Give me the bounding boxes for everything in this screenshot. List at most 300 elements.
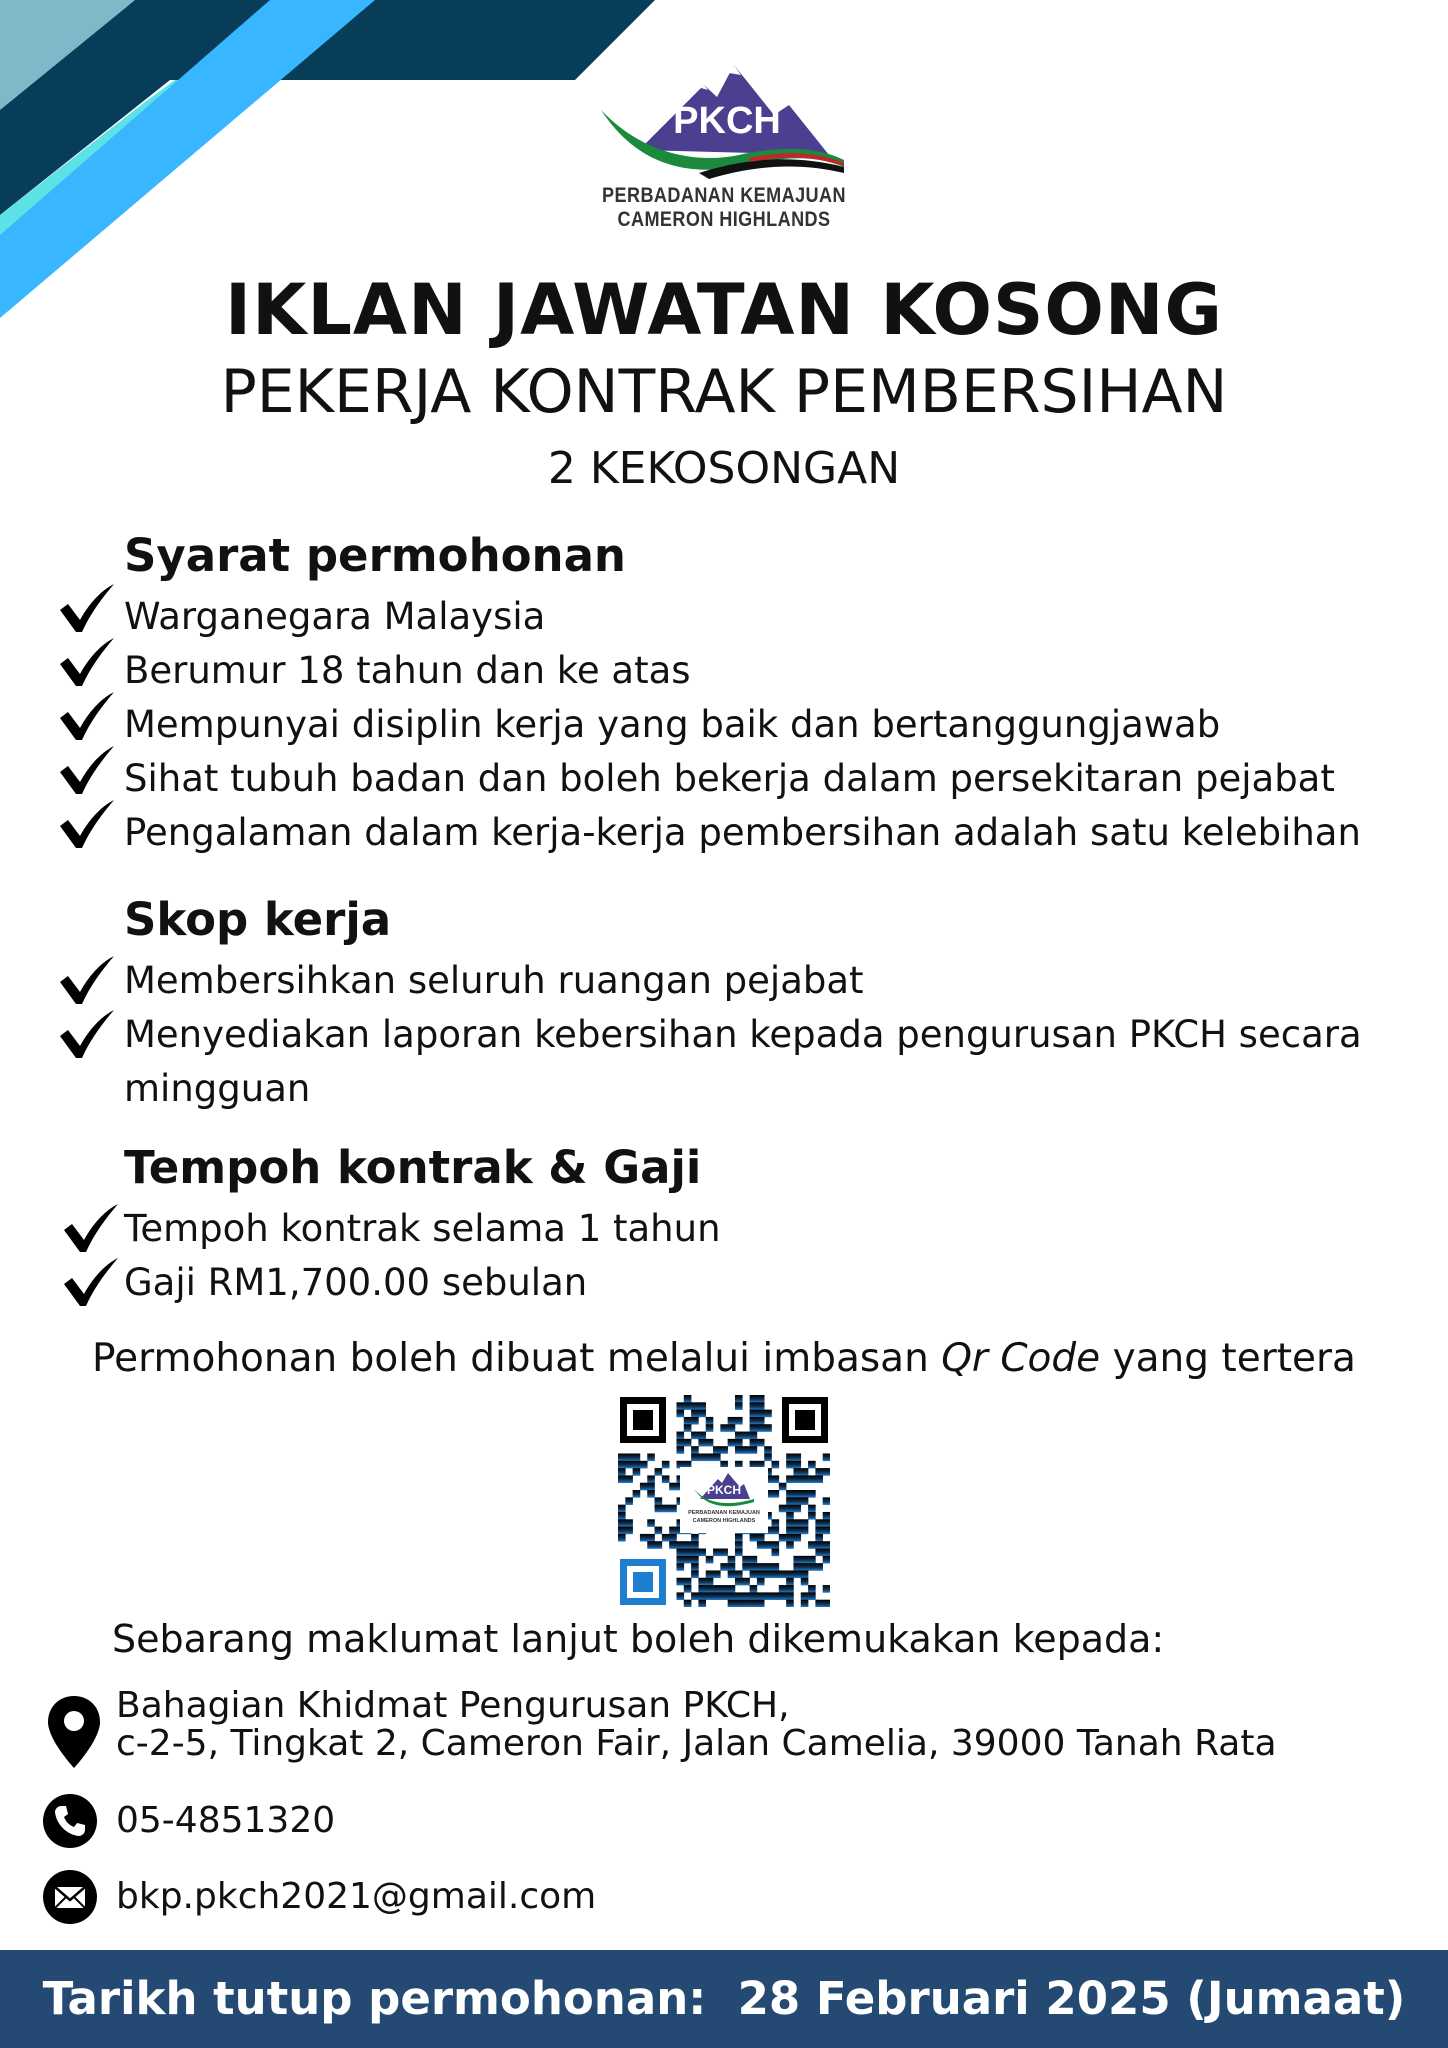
qr-module: [655, 1527, 663, 1535]
qr-module: [676, 1578, 684, 1586]
qr-module: [676, 1432, 684, 1440]
qr-module: [823, 1453, 830, 1461]
qr-code[interactable]: [618, 1395, 830, 1607]
qr-module: [808, 1563, 816, 1571]
apply-note-after: yang tertera: [1100, 1336, 1356, 1381]
qr-module: [625, 1497, 633, 1505]
qr-module: [801, 1497, 809, 1505]
qr-module: [815, 1519, 823, 1527]
qr-module: [735, 1402, 743, 1410]
qr-module: [786, 1490, 794, 1498]
qr-module: [698, 1578, 706, 1586]
qr-module: [669, 1527, 677, 1535]
qr-module: [691, 1417, 699, 1425]
qr-module: [793, 1534, 801, 1542]
qr-module: [793, 1570, 801, 1578]
qr-module: [779, 1505, 787, 1513]
qr-module: [647, 1519, 655, 1527]
qr-module: [772, 1563, 780, 1571]
qr-module: [764, 1453, 772, 1461]
qr-module: [757, 1410, 765, 1418]
qr-module: [757, 1424, 765, 1432]
scope-item: Membersihkan seluruh ruangan pejabat: [124, 959, 864, 1002]
qr-module: [779, 1570, 787, 1578]
qr-logo-org-line1: PERBADANAN KEMAJUAN: [688, 1510, 760, 1516]
qr-module: [793, 1556, 801, 1564]
qr-module: [750, 1424, 758, 1432]
qr-module: [757, 1578, 765, 1586]
qr-module: [786, 1578, 794, 1586]
qr-module: [815, 1534, 823, 1542]
scope-item: Menyediakan laporan kebersihan kepada pengurusan PKCH secara mingguan: [124, 1013, 1362, 1110]
qr-module: [735, 1600, 743, 1607]
qr-module: [786, 1497, 794, 1505]
qr-module: [808, 1556, 816, 1564]
qr-module: [647, 1475, 655, 1483]
qr-module: [735, 1432, 743, 1440]
qr-module: [647, 1541, 655, 1549]
qr-module: [764, 1410, 772, 1418]
qr-module: [750, 1563, 758, 1571]
qr-module: [772, 1541, 780, 1549]
qr-module: [815, 1475, 823, 1483]
requirement-item: Berumur 18 tahun dan ke atas: [124, 649, 691, 692]
qr-finder-top-right: [782, 1397, 828, 1443]
qr-module: [684, 1578, 692, 1586]
check-icon: [58, 636, 116, 688]
qr-module: [735, 1439, 743, 1447]
qr-module: [793, 1519, 801, 1527]
qr-module: [728, 1585, 736, 1593]
qr-module: [742, 1432, 750, 1440]
qr-module: [633, 1468, 641, 1476]
qr-module: [684, 1549, 692, 1557]
qr-module: [815, 1549, 823, 1557]
qr-module: [779, 1592, 787, 1600]
qr-module: [808, 1585, 816, 1593]
qr-module: [684, 1417, 692, 1425]
qr-module: [735, 1446, 743, 1454]
qr-module: [706, 1417, 714, 1425]
org-name-line1: PERBADANAN KEMAJUAN: [602, 184, 846, 207]
qr-module: [618, 1519, 626, 1527]
qr-module: [669, 1483, 677, 1491]
qr-module: [698, 1600, 706, 1607]
qr-module: [808, 1461, 816, 1469]
pkch-logo: [580, 55, 868, 232]
qr-module: [720, 1585, 728, 1593]
qr-module: [735, 1578, 743, 1586]
qr-module: [676, 1446, 684, 1454]
qr-module: [728, 1563, 736, 1571]
check-icon: [58, 1008, 116, 1060]
qr-module: [691, 1446, 699, 1454]
qr-module: [684, 1402, 692, 1410]
qr-logo-mark-text: PKCH: [706, 1483, 742, 1497]
qr-module: [691, 1432, 699, 1440]
qr-module: [691, 1556, 699, 1564]
qr-module: [823, 1527, 830, 1535]
qr-module: [698, 1592, 706, 1600]
qr-module: [713, 1585, 721, 1593]
qr-module: [757, 1439, 765, 1447]
qr-module: [706, 1592, 714, 1600]
qr-module: [808, 1541, 816, 1549]
qr-module: [625, 1519, 633, 1527]
qr-module: [720, 1563, 728, 1571]
qr-module: [618, 1461, 626, 1469]
qr-module: [793, 1453, 801, 1461]
qr-module: [706, 1570, 714, 1578]
qr-module: [735, 1417, 743, 1425]
qr-module: [808, 1475, 816, 1483]
qr-module: [618, 1505, 626, 1513]
qr-module: [772, 1519, 780, 1527]
qr-module: [793, 1461, 801, 1469]
qr-module: [698, 1410, 706, 1418]
qr-module: [750, 1600, 758, 1607]
apply-note: [0, 1334, 1448, 1384]
qr-module: [676, 1439, 684, 1447]
qr-module: [757, 1395, 765, 1403]
qr-module: [713, 1592, 721, 1600]
qr-module: [750, 1417, 758, 1425]
qr-module: [757, 1592, 765, 1600]
check-icon: [62, 1256, 120, 1308]
qr-module: [735, 1549, 743, 1557]
qr-module: [757, 1600, 765, 1607]
qr-module: [750, 1534, 758, 1542]
qr-module: [793, 1563, 801, 1571]
qr-module: [801, 1600, 809, 1607]
qr-module: [706, 1556, 714, 1564]
qr-module: [786, 1534, 794, 1542]
qr-module: [750, 1439, 758, 1447]
check-icon: [58, 744, 116, 796]
qr-module: [823, 1512, 830, 1520]
qr-module: [625, 1527, 633, 1535]
qr-module: [713, 1570, 721, 1578]
qr-module: [676, 1549, 684, 1557]
qr-module: [801, 1527, 809, 1535]
qr-module: [801, 1570, 809, 1578]
qr-module: [750, 1432, 758, 1440]
qr-module: [698, 1402, 706, 1410]
qr-module: [691, 1570, 699, 1578]
qr-module: [735, 1541, 743, 1549]
qr-module: [823, 1556, 830, 1564]
qr-module: [728, 1424, 736, 1432]
apply-note-before: Permohonan boleh dibuat melalui imbasan: [92, 1336, 942, 1381]
qr-module: [750, 1570, 758, 1578]
qr-module: [735, 1592, 743, 1600]
qr-module: [691, 1549, 699, 1557]
qr-module: [647, 1490, 655, 1498]
qr-module: [750, 1395, 758, 1403]
qr-module: [684, 1439, 692, 1447]
qr-module: [655, 1468, 663, 1476]
qr-module: [786, 1461, 794, 1469]
qr-module: [757, 1541, 765, 1549]
qr-module: [823, 1549, 830, 1557]
requirement-item: Sihat tubuh badan dan boleh bekerja dalam persekitaran pejabat: [124, 757, 1335, 800]
qr-module: [618, 1534, 626, 1542]
qr-module: [764, 1570, 772, 1578]
qr-module: [793, 1527, 801, 1535]
qr-module: [640, 1483, 648, 1491]
qr-module: [772, 1592, 780, 1600]
qr-module: [640, 1534, 648, 1542]
qr-module: [698, 1585, 706, 1593]
info-note: Sebarang maklumat lanjut boleh dikemukakan kepada:: [112, 1617, 1165, 1661]
qr-module: [779, 1534, 787, 1542]
qr-module: [684, 1600, 692, 1607]
qr-module: [640, 1461, 648, 1469]
qr-module: [757, 1563, 765, 1571]
qr-module: [801, 1490, 809, 1498]
qr-module: [728, 1592, 736, 1600]
qr-module: [764, 1446, 772, 1454]
qr-module: [625, 1461, 633, 1469]
contract-item: Tempoh kontrak selama 1 tahun: [124, 1207, 721, 1250]
check-icon: [58, 582, 116, 634]
qr-finder-bottom-left: [620, 1559, 666, 1605]
qr-module: [750, 1592, 758, 1600]
qr-module: [823, 1497, 830, 1505]
qr-module: [786, 1585, 794, 1593]
qr-module: [706, 1424, 714, 1432]
qr-module: [823, 1600, 830, 1607]
qr-module: [786, 1600, 794, 1607]
qr-module: [801, 1556, 809, 1564]
qr-module: [676, 1410, 684, 1418]
qr-module: [706, 1578, 714, 1586]
qr-module: [779, 1483, 787, 1491]
qr-module: [684, 1395, 692, 1403]
qr-module: [720, 1592, 728, 1600]
qr-module: [808, 1490, 816, 1498]
qr-module: [625, 1475, 633, 1483]
requirements-heading: Syarat permohonan: [124, 529, 626, 582]
qr-module: [728, 1417, 736, 1425]
qr-module: [823, 1541, 830, 1549]
qr-module: [750, 1402, 758, 1410]
qr-module: [786, 1512, 794, 1520]
qr-module: [786, 1519, 794, 1527]
contract-item: Gaji RM1,700.00 sebulan: [124, 1261, 588, 1304]
qr-module: [706, 1439, 714, 1447]
qr-module: [750, 1446, 758, 1454]
qr-module: [764, 1424, 772, 1432]
qr-module: [786, 1541, 794, 1549]
qr-module: [823, 1519, 830, 1527]
qr-module: [633, 1453, 641, 1461]
qr-module: [815, 1541, 823, 1549]
check-icon: [58, 954, 116, 1006]
email-icon: [42, 1869, 98, 1925]
qr-module: [720, 1549, 728, 1557]
qr-module: [728, 1556, 736, 1564]
qr-module: [764, 1541, 772, 1549]
location-pin-icon: [46, 1694, 102, 1770]
qr-module: [815, 1527, 823, 1535]
qr-module: [750, 1585, 758, 1593]
qr-module: [691, 1402, 699, 1410]
qr-module: [676, 1541, 684, 1549]
qr-module: [662, 1534, 670, 1542]
logo-mountain-icon: [599, 55, 849, 180]
qr-module: [684, 1585, 692, 1593]
qr-module: [742, 1600, 750, 1607]
qr-module: [676, 1592, 684, 1600]
qr-module: [750, 1556, 758, 1564]
qr-module: [669, 1541, 677, 1549]
qr-module: [647, 1483, 655, 1491]
check-icon: [58, 798, 116, 850]
qr-module: [618, 1527, 626, 1535]
phone-icon: [42, 1793, 98, 1849]
qr-module: [772, 1475, 780, 1483]
qr-module: [698, 1439, 706, 1447]
qr-module: [772, 1461, 780, 1469]
qr-module: [823, 1468, 830, 1476]
qr-module: [633, 1461, 641, 1469]
qr-module: [823, 1585, 830, 1593]
qr-module: [742, 1556, 750, 1564]
scope-heading: Skop kerja: [124, 893, 392, 946]
qr-module: [618, 1512, 626, 1520]
org-name-line2: CAMERON HIGHLANDS: [617, 208, 831, 231]
qr-module: [786, 1570, 794, 1578]
qr-module: [793, 1475, 801, 1483]
qr-module: [713, 1453, 721, 1461]
qr-module: [801, 1578, 809, 1586]
qr-module: [793, 1497, 801, 1505]
position-title: PEKERJA KONTRAK PEMBERSIHAN: [220, 357, 1228, 427]
qr-module: [706, 1453, 714, 1461]
qr-module: [684, 1541, 692, 1549]
phone-link[interactable]: 05-4851320: [116, 1800, 336, 1841]
qr-module: [815, 1600, 823, 1607]
qr-module: [801, 1592, 809, 1600]
qr-module: [655, 1497, 663, 1505]
qr-module: [793, 1490, 801, 1498]
qr-module: [676, 1563, 684, 1571]
qr-module: [735, 1534, 743, 1542]
qr-module: [618, 1468, 626, 1476]
qr-module: [662, 1475, 670, 1483]
vacancy-count: 2 KEKOSONGAN: [547, 443, 901, 494]
qr-module: [786, 1475, 794, 1483]
requirement-item: Pengalaman dalam kerja-kerja pembersihan adalah satu kelebihan: [124, 811, 1361, 854]
qr-module: [786, 1592, 794, 1600]
qr-module: [706, 1585, 714, 1593]
qr-module: [655, 1505, 663, 1513]
qr-module: [633, 1490, 641, 1498]
qr-module: [713, 1446, 721, 1454]
qr-module: [698, 1549, 706, 1557]
qr-module: [647, 1453, 655, 1461]
contract-heading: Tempoh kontrak & Gaji: [124, 1141, 702, 1194]
qr-module: [691, 1541, 699, 1549]
qr-finder-top-left: [620, 1397, 666, 1443]
qr-module: [801, 1475, 809, 1483]
qr-module: [735, 1570, 743, 1578]
qr-module: [684, 1424, 692, 1432]
logo-mark-text: PKCH: [673, 100, 781, 142]
qr-module: [669, 1505, 677, 1513]
qr-module: [786, 1505, 794, 1513]
qr-module: [764, 1592, 772, 1600]
qr-module: [669, 1534, 677, 1542]
qr-module: [750, 1410, 758, 1418]
qr-module: [698, 1432, 706, 1440]
qr-module: [772, 1527, 780, 1535]
qr-module: [815, 1563, 823, 1571]
qr-module: [676, 1402, 684, 1410]
email-link[interactable]: bkp.pkch2021@gmail.com: [116, 1876, 597, 1917]
qr-module: [684, 1556, 692, 1564]
qr-module: [655, 1541, 663, 1549]
qr-module: [691, 1534, 699, 1542]
qr-module: [742, 1563, 750, 1571]
qr-module: [786, 1453, 794, 1461]
qr-module: [793, 1468, 801, 1476]
qr-module: [779, 1585, 787, 1593]
qr-module: [625, 1453, 633, 1461]
qr-module: [618, 1453, 626, 1461]
qr-module: [808, 1505, 816, 1513]
qr-module: [786, 1527, 794, 1535]
qr-module: [662, 1505, 670, 1513]
qr-module: [757, 1570, 765, 1578]
requirement-item: Warganegara Malaysia: [124, 595, 546, 638]
qr-module: [808, 1512, 816, 1520]
closing-date-text: Tarikh tutup permohonan: 28 Februari 2025 (Jumaat): [42, 1972, 1406, 2025]
qr-module: [742, 1446, 750, 1454]
page-title: IKLAN JAWATAN KOSONG: [225, 269, 1223, 351]
qr-module: [647, 1534, 655, 1542]
qr-module: [691, 1453, 699, 1461]
closing-date-banner: [0, 1950, 1448, 2048]
qr-module: [735, 1395, 743, 1403]
qr-module: [801, 1519, 809, 1527]
qr-module: [801, 1563, 809, 1571]
qr-module: [662, 1461, 670, 1469]
apply-note-qr-word: Qr Code: [941, 1336, 1101, 1381]
qr-module: [757, 1402, 765, 1410]
qr-module: [713, 1549, 721, 1557]
qr-module: [808, 1592, 816, 1600]
qr-module: [815, 1468, 823, 1476]
qr-module: [728, 1570, 736, 1578]
qr-logo-org-line2: CAMERON HIGHLANDS: [692, 1518, 756, 1524]
requirement-item: Mempunyai disiplin kerja yang baik dan bertanggungjawab: [124, 703, 1221, 746]
qr-module: [757, 1417, 765, 1425]
qr-module: [772, 1549, 780, 1557]
qr-module: [772, 1570, 780, 1578]
qr-module: [691, 1563, 699, 1571]
qr-module: [793, 1505, 801, 1513]
qr-module: [691, 1592, 699, 1600]
check-icon: [62, 1202, 120, 1254]
qr-module: [772, 1490, 780, 1498]
qr-module: [764, 1563, 772, 1571]
address-line1: Bahagian Khidmat Pengurusan PKCH,: [116, 1685, 790, 1726]
check-icon: [58, 690, 116, 742]
qr-module: [742, 1578, 750, 1586]
qr-module: [618, 1475, 626, 1483]
